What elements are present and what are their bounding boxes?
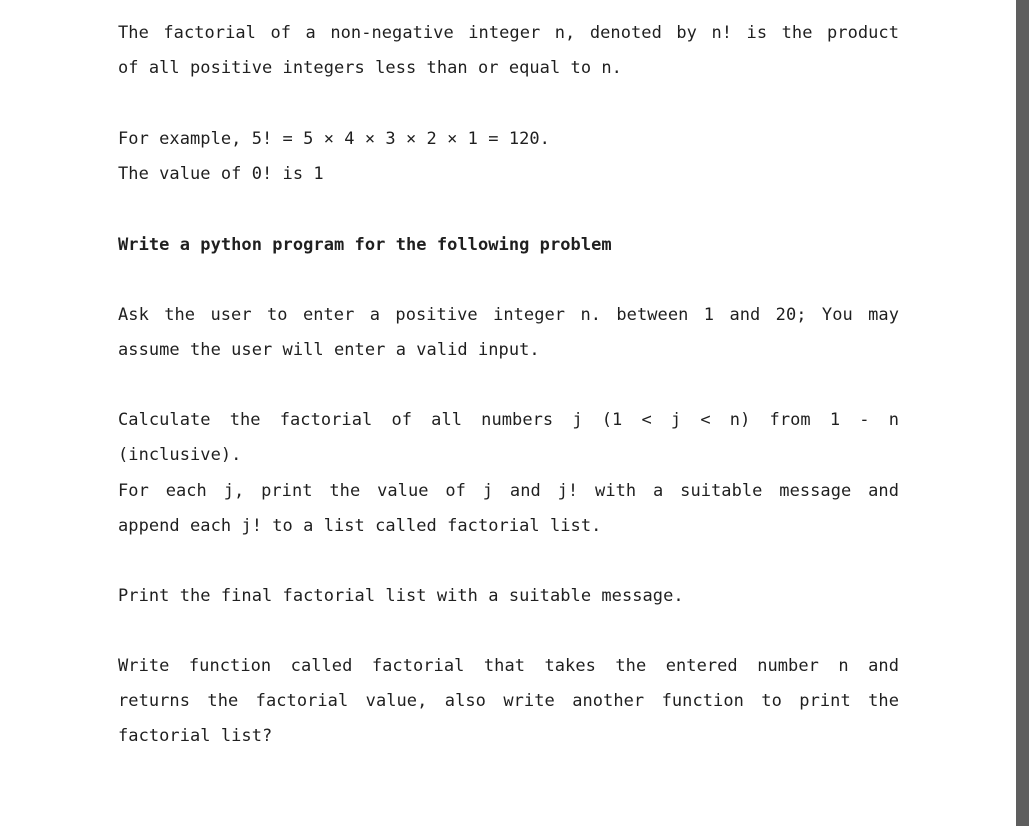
para4-line2: (inclusive). <box>118 445 242 465</box>
para4-line4: append each j! to a list called factorial list. <box>118 516 602 536</box>
para3-line1: Ask the user to enter a positive integer n. between 1 and 20; You may <box>118 305 899 325</box>
para1-line2: of all positive integers less than or equal to n. <box>118 58 622 78</box>
para5-line1: Print the final factorial list with a suitable message. <box>118 586 684 606</box>
para6-line1: Write function called factorial that takes the entered number n and <box>118 656 899 676</box>
para1-line1: The factorial of a non-negative integer n, denoted by n! is the product <box>118 23 899 43</box>
para2-line2: The value of 0! is 1 <box>118 164 324 184</box>
para4-line3: For each j, print the value of j and j! with a suitable message and <box>118 481 899 501</box>
para6-line3: factorial list? <box>118 726 273 746</box>
vertical-scrollbar[interactable] <box>1016 0 1029 826</box>
heading: Write a python program for the following problem <box>118 235 612 255</box>
para4-line1: Calculate the factorial of all numbers j (1 < j < n) from 1 - n <box>118 410 899 430</box>
para2-line1: For example, 5! = 5 × 4 × 3 × 2 × 1 = 120. <box>118 129 550 149</box>
para6-line2: returns the factorial value, also write another function to print the <box>118 691 899 711</box>
para3-line2: assume the user will enter a valid input. <box>118 340 540 360</box>
